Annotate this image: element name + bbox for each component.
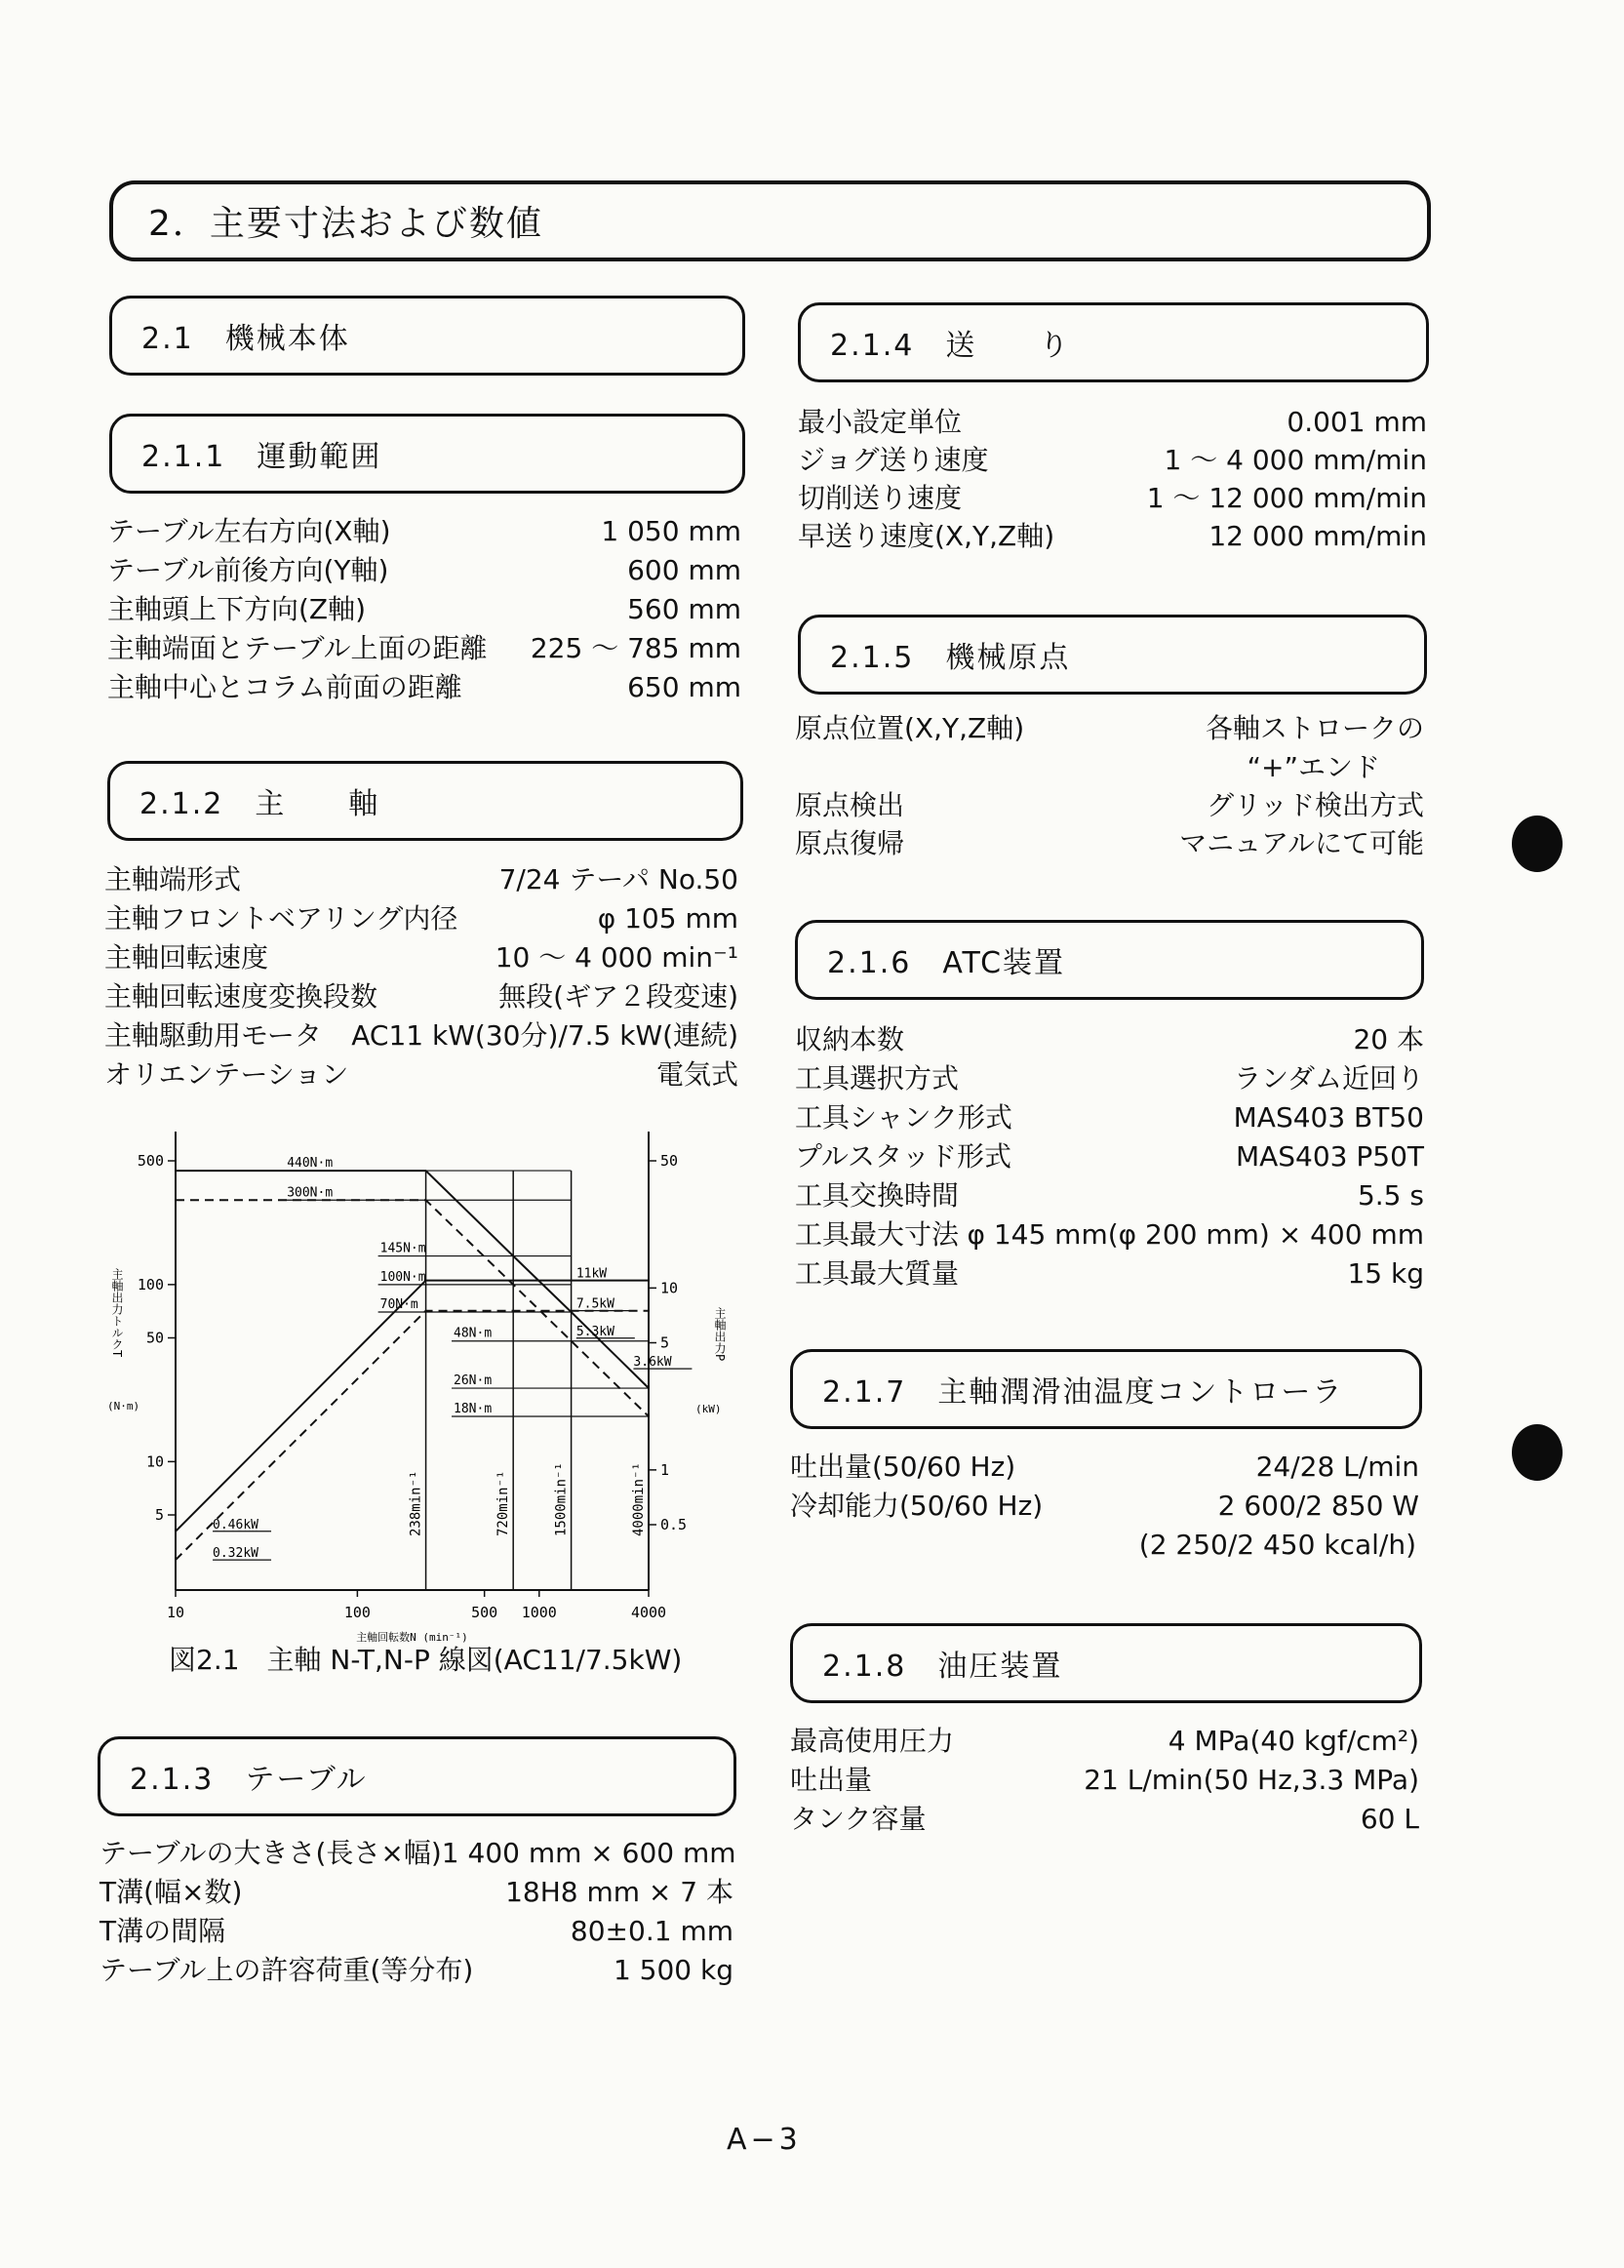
section-title: 2.1.5 機械原点 — [830, 641, 1071, 675]
y-left-tick-label: 5 — [154, 1506, 164, 1524]
spec-row — [104, 860, 738, 899]
spec-value: 650 mm — [627, 671, 741, 703]
section-2-1-2-header — [107, 761, 743, 841]
spec-value: 1 ～ 12 000 mm/min — [1146, 482, 1427, 514]
spec-value: 1 ～ 4 000 mm/min — [1164, 444, 1427, 476]
section-title: 2.1 機械本体 — [141, 322, 350, 356]
spec-row — [795, 1020, 1424, 1059]
y-right-tick-label: 5 — [660, 1333, 670, 1352]
spec-row — [798, 403, 1427, 442]
spec-value: 24/28 L/min — [1255, 1451, 1419, 1483]
section-title: 2.1.2 主 軸 — [139, 787, 380, 821]
torque-label: 100N·m — [379, 1269, 426, 1285]
spec-row — [790, 1761, 1419, 1800]
spec-label: 原点復帰 — [795, 827, 905, 859]
spec-label: 主軸回転速度変換段数 — [104, 980, 378, 1013]
spec-label: T溝(幅×数) — [99, 1876, 243, 1908]
y-right-axis-unit: (kW) — [695, 1403, 722, 1415]
spindle-nt-np-chart — [107, 1122, 732, 1649]
spec-value: 1 400 mm × 600 mm — [441, 1837, 736, 1869]
spec-row — [107, 512, 741, 551]
spec-value: 60 L — [1360, 1803, 1419, 1835]
section-title: 2.1.3 テーブル — [130, 1763, 368, 1797]
x-tick-label: 100 — [343, 1604, 371, 1621]
x-tick-label: 10 — [166, 1604, 185, 1621]
spec-row — [795, 1215, 1424, 1254]
section-title: 2.1.1 運動範囲 — [141, 440, 382, 474]
spec-value: 15 kg — [1347, 1257, 1424, 1290]
spec-value: 1 500 kg — [613, 1954, 733, 1986]
spec-value: φ 145 mm(φ 200 mm) × 400 mm — [967, 1218, 1424, 1251]
spec-label: 工具最大質量 — [795, 1257, 960, 1290]
spec-label: 原点位置(X,Y,Z軸) — [795, 712, 1025, 744]
spec-label: 吐出量 — [790, 1764, 873, 1796]
spec-row — [798, 517, 1427, 556]
spec-value: 21 L/min(50 Hz,3.3 MPa) — [1084, 1764, 1419, 1796]
y-right-tick-label: 50 — [660, 1152, 679, 1170]
spec-label: テーブル上の許容荷重(等分布) — [99, 1954, 474, 1986]
spec-row — [99, 1873, 733, 1912]
spec-row — [104, 977, 738, 1016]
spec-row — [104, 1055, 738, 1094]
spec-value: 7/24 テーパ No.50 — [498, 863, 738, 895]
spec-label: 工具交換時間 — [795, 1179, 960, 1212]
spec-row — [107, 551, 741, 590]
spec-row — [795, 1254, 1424, 1293]
spec-value: 各軸ストロークの — [1205, 712, 1424, 744]
spec-row — [99, 1834, 736, 1873]
spec-value-continuation: “+”エンド — [1247, 751, 1380, 783]
spec-row — [795, 1137, 1424, 1176]
spec-value-continuation: (2 250/2 450 kcal/h) — [1138, 1529, 1416, 1561]
spec-label: 主軸駆動用モータ — [104, 1019, 322, 1052]
power-label: 0.32kW — [213, 1546, 259, 1562]
y-left-axis-label: 主軸出力トルクT — [110, 1268, 124, 1358]
spec-row — [104, 1016, 738, 1055]
spec-label: 原点検出 — [795, 789, 905, 821]
main-title: 2．主要寸法および数値 — [148, 204, 543, 244]
torque-label: 26N·m — [454, 1373, 493, 1389]
section-title: 2.1.8 油圧装置 — [822, 1650, 1063, 1684]
binder-hole — [1512, 1424, 1563, 1481]
spec-value: 無段(ギア２段変速) — [498, 980, 738, 1013]
torque-label: 145N·m — [379, 1241, 426, 1256]
y-left-tick-label: 100 — [137, 1275, 164, 1293]
torque-label: 70N·m — [379, 1296, 418, 1312]
section-2-1-8-header — [790, 1623, 1422, 1703]
spec-row — [795, 824, 1424, 863]
spec-value: AC11 kW(30分)/7.5 kW(連続) — [351, 1019, 738, 1052]
spec-label: 主軸回転速度 — [104, 941, 269, 974]
spec-label: テーブル左右方向(X軸) — [107, 515, 391, 547]
spec-row — [99, 1951, 733, 1990]
torque-label: 440N·m — [287, 1156, 334, 1172]
spec-value: MAS403 P50T — [1235, 1140, 1424, 1173]
spec-label: ジョグ送り速度 — [798, 444, 989, 476]
spec-row — [790, 1487, 1419, 1526]
spec-value: ランダム近回り — [1234, 1062, 1424, 1094]
spec-label: 主軸フロントベアリング内径 — [104, 902, 458, 935]
spec-value: 2 600/2 850 W — [1217, 1490, 1419, 1522]
chart-svg — [107, 1122, 732, 1649]
spec-label: 主軸端形式 — [104, 863, 242, 895]
spec-value: 10 ～ 4 000 min⁻¹ — [495, 941, 738, 974]
section-title: 2.1.4 送 り — [830, 329, 1071, 363]
spec-value: 18H8 mm × 7 本 — [505, 1876, 733, 1908]
spec-row — [104, 938, 738, 977]
spec-value: 電気式 — [655, 1058, 738, 1091]
y-right-tick-label: 0.5 — [660, 1516, 688, 1533]
spec-label: テーブルの大きさ(長さ×幅) — [99, 1837, 442, 1869]
spec-value: 0.001 mm — [1287, 406, 1427, 438]
spec-value: 4 MPa(40 kgf/cm²) — [1168, 1725, 1419, 1757]
power-label: 5.3kW — [575, 1324, 614, 1339]
spec-value: MAS403 BT50 — [1233, 1101, 1424, 1134]
spec-label: 最高使用圧力 — [790, 1725, 955, 1757]
x-tick-label: 1000 — [521, 1604, 557, 1621]
spec-value: 5.5 s — [1357, 1179, 1424, 1212]
section-2-1-5-header — [798, 615, 1427, 695]
speed-line-label: 1500min⁻¹ — [553, 1462, 570, 1536]
spec-value: 80±0.1 mm — [570, 1915, 733, 1947]
y-left-tick-label: 10 — [145, 1452, 164, 1471]
spec-row — [104, 899, 738, 938]
spec-label: T溝の間隔 — [99, 1915, 226, 1947]
spec-label: プルスタッド形式 — [795, 1140, 1012, 1173]
spec-value: グリッド検出方式 — [1207, 789, 1424, 821]
y-left-tick-label: 50 — [145, 1329, 164, 1347]
torque-label: 18N·m — [454, 1402, 493, 1417]
spec-row — [795, 1098, 1424, 1137]
spec-value: マニュアルにて可能 — [1179, 827, 1424, 859]
spec-label: 工具選択方式 — [795, 1062, 960, 1094]
spec-label: オリエンテーション — [104, 1058, 349, 1091]
section-title: 2.1.7 主軸潤滑油温度コントローラ — [822, 1375, 1344, 1410]
spec-label: 最小設定単位 — [798, 406, 963, 438]
torque-label: 48N·m — [454, 1326, 493, 1341]
spec-value: 12 000 mm/min — [1208, 520, 1427, 552]
spec-value: 1 050 mm — [601, 515, 741, 547]
spec-label: 主軸頭上下方向(Z軸) — [107, 593, 367, 625]
torque-label: 300N·m — [287, 1185, 334, 1201]
spec-row — [107, 590, 741, 629]
speed-line-label: 720min⁻¹ — [495, 1470, 512, 1536]
y-left-axis-unit: (N·m) — [107, 1400, 140, 1413]
spec-row — [790, 1722, 1419, 1761]
section-2-1-1-header — [109, 414, 745, 494]
speed-line-label: 4000min⁻¹ — [631, 1462, 647, 1536]
spec-label: 冷却能力(50/60 Hz) — [790, 1490, 1044, 1522]
section-2-1-3-header — [98, 1736, 736, 1816]
x-axis-label: 主軸回転数N (min⁻¹) — [356, 1631, 468, 1644]
figure-caption: 図2.1 主軸 N-T,N-P 線図(AC11/7.5kW) — [169, 1644, 683, 1676]
spec-row — [798, 479, 1427, 518]
spec-value: 600 mm — [627, 554, 741, 586]
power-label: 7.5kW — [575, 1296, 614, 1312]
page-number: A−3 — [727, 2123, 802, 2157]
spec-label: テーブル前後方向(Y軸) — [107, 554, 389, 586]
y-right-tick-label: 1 — [660, 1460, 670, 1479]
spec-value: 225 ～ 785 mm — [530, 632, 741, 664]
section-2-1-header — [109, 296, 745, 376]
spec-row — [790, 1448, 1419, 1487]
spec-row — [790, 1800, 1419, 1839]
section-title: 2.1.6 ATC装置 — [827, 946, 1066, 980]
spec-value: 560 mm — [627, 593, 741, 625]
section-2-1-4-header — [798, 302, 1429, 382]
spec-label: 早送り速度(X,Y,Z軸) — [798, 520, 1055, 552]
spec-label: 収納本数 — [795, 1023, 905, 1055]
binder-hole — [1512, 816, 1563, 872]
spec-row — [795, 1059, 1424, 1098]
spec-label: 吐出量(50/60 Hz) — [790, 1451, 1016, 1483]
spec-row — [798, 441, 1427, 480]
spec-value: 20 本 — [1353, 1023, 1424, 1055]
main-title-box — [109, 180, 1431, 261]
spec-row — [795, 786, 1424, 825]
power-label: 11kW — [575, 1266, 608, 1282]
x-tick-label: 4000 — [630, 1604, 667, 1621]
y-left-tick-label: 500 — [137, 1152, 164, 1170]
x-tick-label: 500 — [471, 1604, 498, 1621]
power-label: 3.6kW — [633, 1355, 672, 1371]
spec-label: 工具シャンク形式 — [795, 1101, 1012, 1134]
spec-row — [107, 629, 741, 668]
spec-row — [99, 1912, 733, 1951]
y-right-tick-label: 10 — [660, 1279, 679, 1297]
speed-line-label: 238min⁻¹ — [408, 1470, 424, 1536]
section-2-1-6-header — [795, 920, 1424, 1000]
power-label: 0.46kW — [213, 1517, 259, 1532]
spec-row — [795, 709, 1424, 748]
section-2-1-7-header — [790, 1349, 1422, 1429]
spec-label: 主軸中心とコラム前面の距離 — [107, 671, 462, 703]
spec-label: 切削送り速度 — [798, 482, 963, 514]
y-right-axis-label: 主軸出力P — [713, 1307, 727, 1362]
spec-row — [107, 668, 741, 707]
spec-row — [795, 1176, 1424, 1215]
spec-label: 主軸端面とテーブル上面の距離 — [107, 632, 488, 664]
spec-label: タンク容量 — [790, 1803, 927, 1835]
spec-value: φ 105 mm — [597, 902, 738, 935]
spec-label: 工具最大寸法 — [795, 1218, 960, 1251]
